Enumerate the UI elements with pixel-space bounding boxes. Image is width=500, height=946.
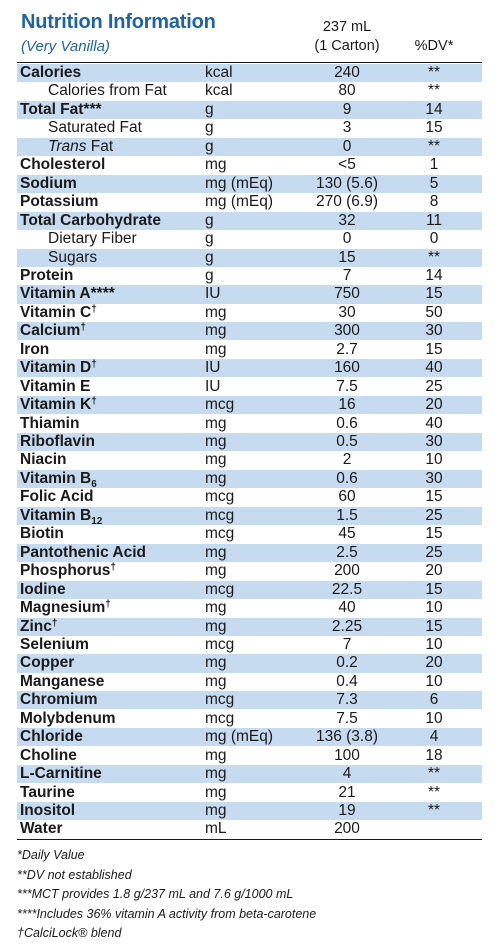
- table-row: [17, 599, 482, 617]
- nutrient-name: [20, 359, 97, 377]
- nutrient-unit: mg: [205, 617, 227, 635]
- nutrient-amount: 300: [334, 322, 360, 340]
- nutrient-unit: mg: [205, 783, 227, 801]
- nutrient-name-italic: Trans: [48, 137, 87, 155]
- table-row: [17, 618, 482, 636]
- nutrient-unit: mL: [205, 820, 227, 838]
- nutrient-amount: 30: [338, 303, 356, 321]
- nutrient-unit: mg: [205, 451, 227, 469]
- nutrient-unit: mg: [205, 340, 227, 358]
- nutrient-daily-value: 25: [425, 506, 443, 524]
- nutrient-daily-value: 40: [425, 359, 443, 377]
- nutrient-amount: 136 (3.8): [315, 728, 379, 746]
- nutrient-name-text: Iodine: [20, 580, 66, 598]
- footnote: ****Includes 36% vitamin A activity from beta-carotene: [17, 906, 317, 921]
- nutrient-name: [20, 636, 89, 654]
- nutrient-daily-value: 20: [425, 654, 443, 672]
- nutrient-amount: 2: [342, 451, 352, 469]
- nutrient-daily-value: 15: [425, 340, 443, 358]
- dagger-mark: †: [110, 562, 116, 574]
- nutrient-name-text: Sodium: [20, 174, 77, 192]
- table-row: [17, 562, 482, 580]
- nutrient-daily-value: 15: [425, 488, 443, 506]
- nutrient-name: [20, 285, 115, 303]
- table-row: [17, 175, 482, 193]
- nutrient-amount: 0: [342, 230, 352, 248]
- nutrient-amount: 3: [342, 119, 352, 137]
- nutrient-name-text: Zinc: [20, 617, 52, 635]
- nutrient-name: [20, 341, 49, 359]
- nutrient-daily-value: 15: [425, 285, 443, 303]
- dagger-mark: †: [91, 303, 97, 315]
- nutrient-daily-value: 18: [425, 746, 443, 764]
- nutrient-unit: mg: [205, 156, 227, 174]
- nutrient-amount: 0.6: [336, 469, 358, 487]
- nutrient-daily-value: 10: [425, 672, 443, 690]
- table-row: [17, 636, 482, 654]
- nutrient-name-text: Protein: [20, 266, 74, 284]
- nutrient-name-text: Total Carbohydrate: [20, 211, 161, 229]
- nutrient-name-text: Dietary Fiber: [48, 230, 137, 248]
- nutrient-amount: 7.5: [336, 377, 358, 395]
- nutrient-daily-value: 8: [429, 193, 439, 211]
- nutrient-name-text: Vitamin A****: [20, 285, 115, 303]
- nutrient-name: [20, 747, 77, 765]
- nutrient-amount: 0.5: [336, 433, 358, 450]
- nutrient-daily-value: 40: [425, 414, 443, 432]
- nutrient-unit: g: [205, 211, 214, 229]
- nutrient-daily-value: **: [427, 783, 441, 801]
- nutrient-name-text: Thiamin: [20, 414, 80, 432]
- nutrient-amount: 0: [342, 137, 352, 155]
- nutrient-daily-value: **: [427, 765, 441, 783]
- nutrient-name-rest: Fat: [86, 137, 114, 155]
- nutrient-name-text: Manganese: [20, 672, 105, 690]
- nutrient-name: [20, 654, 74, 672]
- dagger-mark: †: [91, 359, 97, 371]
- nutrient-name: [48, 249, 97, 267]
- nutrient-name-text: Taurine: [20, 783, 75, 801]
- footnotes: [17, 846, 487, 944]
- subscript: 12: [91, 515, 103, 527]
- nutrient-daily-value: 30: [425, 322, 443, 340]
- nutrient-name-text: Folic Acid: [20, 488, 94, 506]
- nutrient-amount: 0.2: [336, 654, 358, 672]
- table-row: [17, 525, 482, 543]
- table-row: [17, 156, 482, 174]
- table-row: [17, 82, 482, 100]
- nutrient-daily-value: **: [427, 802, 441, 819]
- table-row: [17, 415, 482, 433]
- nutrient-amount: 200: [334, 562, 360, 580]
- nutrient-name: [20, 784, 75, 802]
- nutrient-name: [20, 507, 102, 525]
- nutrient-name: [20, 562, 116, 580]
- nutrient-amount: 22.5: [331, 580, 363, 598]
- table-row: [17, 267, 482, 285]
- nutrient-daily-value: 14: [425, 100, 443, 118]
- nutrient-name: [20, 212, 161, 230]
- nutrient-unit: mg: [205, 433, 227, 450]
- nutrient-amount: 16: [338, 396, 356, 414]
- nutrient-name: [20, 710, 116, 728]
- nutrient-name: [20, 470, 97, 488]
- nutrient-name-text: Chloride: [20, 728, 83, 746]
- nutrient-name: [20, 802, 75, 820]
- nutrient-name: [20, 820, 63, 838]
- nutrient-unit: mcg: [205, 525, 235, 543]
- nutrient-name: [48, 138, 113, 156]
- table-row: [17, 581, 482, 599]
- nutrient-amount: 60: [338, 488, 356, 506]
- nutrient-daily-value: 15: [425, 617, 443, 635]
- nutrient-amount: 240: [334, 64, 360, 81]
- nutrient-amount: 1.5: [336, 506, 358, 524]
- nutrient-daily-value: 15: [425, 580, 443, 598]
- table-row: [17, 249, 482, 267]
- table-row: [17, 691, 482, 709]
- nutrient-name-text: Vitamin K: [20, 396, 92, 414]
- footnote: **DV not established: [17, 867, 132, 882]
- nutrient-name: [20, 304, 97, 322]
- nutrient-name: [20, 618, 57, 636]
- nutrient-unit: mcg: [205, 635, 235, 653]
- nutrient-name-text: Iron: [20, 340, 50, 358]
- nutrient-name: [20, 765, 102, 783]
- nutrient-daily-value: 5: [429, 174, 439, 192]
- dagger-mark: †: [91, 396, 97, 408]
- nutrient-name: [20, 415, 79, 433]
- nutrient-name-text: Pantothenic Acid: [20, 543, 147, 561]
- nutrient-unit: mcg: [205, 488, 235, 506]
- title: Nutrition Information: [21, 11, 216, 33]
- serving-size-line2: (1 Carton): [314, 38, 380, 54]
- nutrient-name-text: Saturated Fat: [48, 119, 142, 137]
- nutrient-unit: mg: [205, 562, 227, 580]
- nutrient-unit: IU: [205, 285, 221, 303]
- nutrient-daily-value: 50: [425, 303, 443, 321]
- nutrient-daily-value: 10: [425, 635, 443, 653]
- nutrient-amount: 2.25: [331, 617, 363, 635]
- nutrient-amount: 0.4: [336, 672, 358, 690]
- table-row: [17, 710, 482, 728]
- nutrient-unit: mg: [205, 672, 227, 690]
- nutrient-daily-value: **: [427, 248, 441, 266]
- table-row: [17, 396, 482, 414]
- nutrient-name: [20, 156, 105, 174]
- nutrient-name-text: Calories from Fat: [48, 82, 167, 100]
- nutrient-amount: 750: [334, 285, 360, 303]
- table-row: [17, 544, 482, 562]
- nutrient-unit: mg: [205, 322, 227, 340]
- table-row: [17, 230, 482, 248]
- nutrient-daily-value: **: [427, 137, 441, 155]
- subscript: 6: [91, 478, 97, 490]
- nutrient-name: [20, 267, 73, 285]
- nutrient-unit: mg: [205, 543, 227, 561]
- nutrient-amount: 130 (5.6): [315, 174, 379, 192]
- nutrient-daily-value: **: [427, 82, 441, 100]
- nutrient-name-text: Cholesterol: [20, 156, 106, 174]
- nutrient-daily-value: 20: [425, 562, 443, 580]
- nutrient-name: [48, 119, 142, 137]
- nutrient-amount: 7: [342, 635, 352, 653]
- nutrient-amount: 80: [338, 82, 356, 100]
- nutrient-daily-value: 30: [425, 469, 443, 487]
- nutrient-name-text: Vitamin B: [20, 506, 92, 524]
- nutrient-amount: 9: [342, 100, 352, 118]
- nutrient-daily-value: 25: [425, 377, 443, 395]
- table-row: [17, 322, 482, 340]
- nutrient-unit: kcal: [205, 64, 233, 81]
- nutrient-unit: IU: [205, 359, 221, 377]
- nutrient-daily-value: 25: [425, 543, 443, 561]
- nutrient-name-text: Inositol: [20, 802, 76, 819]
- nutrient-unit: g: [205, 100, 214, 118]
- nutrient-amount: 15: [338, 248, 356, 266]
- nutrient-amount: 2.5: [336, 543, 358, 561]
- nutrient-amount: 200: [334, 820, 360, 838]
- nutrient-name-text: Magnesium: [20, 599, 106, 617]
- nutrient-name: [20, 525, 64, 543]
- table-row: [17, 451, 482, 469]
- nutrient-unit: mcg: [205, 691, 235, 709]
- nutrient-name: [20, 101, 102, 119]
- nutrient-unit: g: [205, 137, 214, 155]
- nutrient-name-text: Riboflavin: [20, 433, 95, 450]
- table-row: [17, 212, 482, 230]
- nutrient-name-text: Biotin: [20, 525, 64, 543]
- nutrient-name: [48, 82, 167, 100]
- nutrient-name: [20, 175, 77, 193]
- nutrient-amount: 32: [338, 211, 356, 229]
- dagger-mark: †: [105, 599, 111, 611]
- nutrient-unit: g: [205, 248, 214, 266]
- nutrient-amount: 160: [334, 359, 360, 377]
- table-row: [17, 820, 482, 838]
- nutrient-amount: 7.5: [336, 709, 358, 727]
- nutrient-name-text: Sugars: [48, 248, 98, 266]
- nutrient-unit: mg: [205, 469, 227, 487]
- nutrient-unit: mcg: [205, 396, 235, 414]
- table-row: [17, 802, 482, 820]
- nutrient-name: [20, 64, 81, 82]
- nutrient-daily-value: 10: [425, 451, 443, 469]
- nutrient-amount: 100: [334, 746, 360, 764]
- nutrient-daily-value: 11: [425, 211, 443, 229]
- nutrient-unit: mg (mEq): [205, 174, 274, 192]
- table-row: [17, 654, 482, 672]
- daily-value-header: %DV*: [414, 38, 454, 54]
- nutrient-name-text: Phosphorus: [20, 562, 111, 580]
- nutrient-name-text: Vitamin D: [20, 359, 92, 377]
- nutrient-amount: 40: [338, 599, 356, 617]
- nutrient-daily-value: **: [427, 64, 441, 81]
- nutrient-name-text: Vitamin B: [20, 469, 92, 487]
- nutrient-unit: mg (mEq): [205, 193, 274, 211]
- nutrient-unit: mg: [205, 599, 227, 617]
- nutrient-name-text: Choline: [20, 746, 77, 764]
- nutrient-unit: mcg: [205, 506, 235, 524]
- table-row: [17, 64, 482, 82]
- table-row: [17, 433, 482, 451]
- nutrient-daily-value: 15: [425, 525, 443, 543]
- nutrient-daily-value: 10: [425, 599, 443, 617]
- table-row: [17, 285, 482, 303]
- dagger-mark: †: [80, 322, 86, 334]
- nutrient-daily-value: 0: [429, 230, 439, 248]
- table-row: [17, 728, 482, 746]
- nutrient-amount: 21: [338, 783, 356, 801]
- nutrient-daily-value: 1: [429, 156, 439, 174]
- table-row: [17, 304, 482, 322]
- nutrient-unit: IU: [205, 377, 221, 395]
- table-row: [17, 507, 482, 525]
- nutrient-name: [20, 599, 111, 617]
- nutrient-name: [20, 396, 97, 414]
- table-row: [17, 747, 482, 765]
- nutrient-unit: kcal: [205, 82, 233, 100]
- nutrient-amount: 7: [342, 266, 352, 284]
- nutrient-name-text: L-Carnitine: [20, 765, 102, 783]
- nutrient-unit: g: [205, 119, 214, 137]
- nutrient-unit: mg: [205, 746, 227, 764]
- nutrient-name-text: Calcium: [20, 322, 81, 340]
- nutrient-unit: mg: [205, 802, 227, 819]
- nutrient-name-text: Vitamin E: [20, 377, 91, 395]
- table-row: [17, 138, 482, 156]
- nutrient-daily-value: 6: [429, 691, 439, 709]
- table-row: [17, 193, 482, 211]
- nutrient-amount: 270 (6.9): [315, 193, 379, 211]
- nutrient-name-text: Total Fat***: [20, 100, 102, 118]
- nutrient-name: [20, 673, 104, 691]
- nutrient-name: [20, 451, 67, 469]
- nutrient-name-text: Chromium: [20, 691, 98, 709]
- footnote: †CalciLock® blend: [17, 926, 122, 940]
- nutrient-name-text: Potassium: [20, 193, 99, 211]
- table-row: [17, 359, 482, 377]
- nutrient-amount: 19: [338, 802, 356, 819]
- nutrient-name: [20, 691, 98, 709]
- nutrient-name-text: Niacin: [20, 451, 67, 469]
- table-row: [17, 378, 482, 396]
- nutrient-unit: mcg: [205, 580, 235, 598]
- nutrient-amount: 2.7: [336, 340, 358, 358]
- nutrient-unit: mg: [205, 765, 227, 783]
- nutrient-amount: 7.3: [336, 691, 358, 709]
- nutrient-name: [20, 581, 66, 599]
- nutrient-name: [20, 433, 95, 451]
- nutrient-name-text: Calories: [20, 64, 82, 81]
- nutrition-table: [17, 62, 482, 840]
- table-row: [17, 101, 482, 119]
- nutrient-name: [48, 230, 137, 248]
- nutrient-unit: mg: [205, 414, 227, 432]
- table-row: [17, 673, 482, 691]
- nutrient-name: [20, 378, 90, 396]
- nutrient-daily-value: 30: [425, 433, 443, 450]
- table-row: [17, 341, 482, 359]
- nutrient-unit: mg (mEq): [205, 728, 274, 746]
- nutrient-name-text: Molybdenum: [20, 709, 116, 727]
- nutrient-daily-value: 20: [425, 396, 443, 414]
- nutrient-amount: 4: [342, 765, 352, 783]
- nutrient-name-text: Copper: [20, 654, 75, 672]
- nutrient-unit: g: [205, 266, 214, 284]
- nutrient-amount: 45: [338, 525, 356, 543]
- nutrient-unit: mg: [205, 303, 227, 321]
- nutrient-name: [20, 544, 146, 562]
- table-row: [17, 488, 482, 506]
- subtitle: (Very Vanilla): [21, 38, 110, 55]
- table-row: [17, 470, 482, 488]
- nutrient-unit: mcg: [205, 709, 235, 727]
- nutrient-name-text: Vitamin C: [20, 303, 92, 321]
- nutrient-daily-value: 15: [425, 119, 443, 137]
- nutrient-name-text: Selenium: [20, 635, 89, 653]
- nutrient-amount: 0.6: [336, 414, 358, 432]
- nutrient-daily-value: 4: [429, 728, 439, 746]
- nutrient-name-text: Water: [20, 820, 63, 838]
- dagger-mark: †: [51, 617, 58, 629]
- table-row: [17, 784, 482, 802]
- nutrient-name: [20, 488, 94, 506]
- nutrient-amount: <5: [338, 156, 356, 174]
- serving-size-line1: 237 mL: [322, 19, 372, 35]
- table-row: [17, 765, 482, 783]
- nutrient-unit: mg: [205, 654, 227, 672]
- nutrient-daily-value: 10: [425, 709, 443, 727]
- nutrient-name: [20, 728, 83, 746]
- nutrient-daily-value: 14: [425, 266, 443, 284]
- footnote: *Daily Value: [17, 848, 85, 862]
- nutrient-name: [20, 193, 98, 211]
- nutrient-name: [20, 322, 86, 340]
- table-row: [17, 119, 482, 137]
- footnote: ***MCT provides 1.8 g/237 mL and 7.6 g/1000 mL: [17, 887, 294, 901]
- nutrient-unit: g: [205, 230, 214, 248]
